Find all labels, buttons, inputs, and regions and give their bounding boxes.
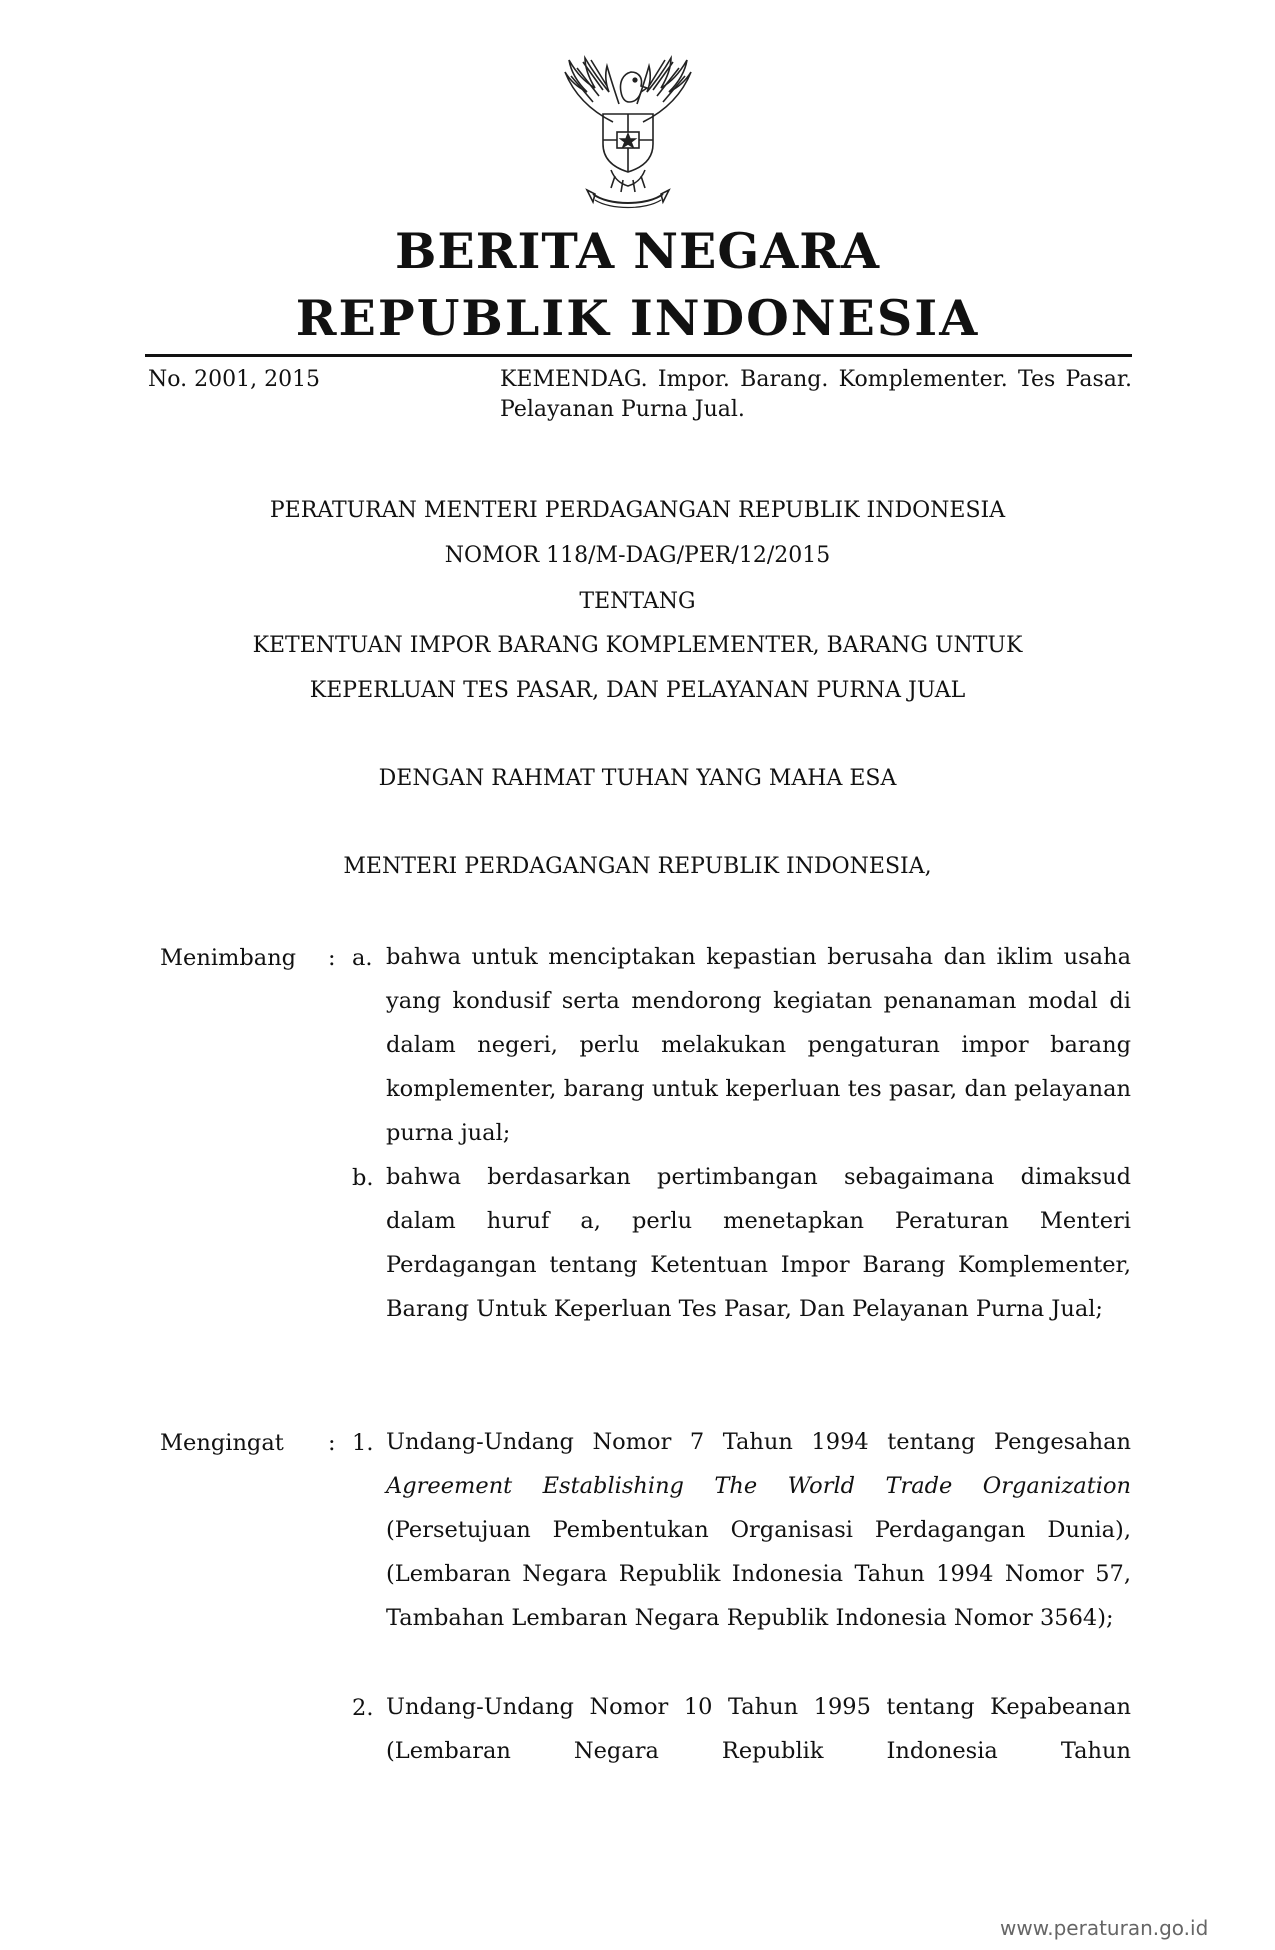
mengingat-item-1-text-before: Undang-Undang Nomor 7 Tahun 1994 tentang Pengesahan [386, 1429, 1131, 1455]
mengingat-item-1-text-after: (Persetujuan Pembentukan Organisasi Perdagangan Dunia), (Lembaran Negara Republik Indonesia Tahun 1994 Nomor 57, Tambahan Lembaran Negara Republik Indonesia Nomor 3564); [386, 1517, 1131, 1631]
menimbang-item-b: bahwa berdasarkan pertimbangan sebagaimana dimaksud dalam huruf a, perlu menetapkan Peraturan Menteri Perdagangan tentang Ketentuan Impor Barang Komplementer, Barang Untuk Keperluan Tes Pasar, Dan Pelayanan Purna Jual; [386, 1164, 1131, 1322]
issue-subject: KEMENDAG. Impor. Barang. Komplementer. Tes Pasar. Pelayanan Purna Jual. [500, 367, 1132, 422]
menimbang-marker-b: b. [352, 1165, 374, 1191]
regulation-subject-line2: KEPERLUAN TES PASAR, DAN PELAYANAN PURNA JUAL [309, 678, 966, 703]
menimbang-label: Menimbang [160, 945, 297, 971]
mengingat-marker-1: 1. [352, 1430, 374, 1456]
footer-website: www.peraturan.go.id [1000, 1916, 1209, 1940]
issue-number: No. 2001, 2015 [148, 367, 321, 392]
menimbang-item-a: bahwa untuk menciptakan kepastian berusaha dan iklim usaha yang kondusif serta mendorong kegiatan penanaman modal di dalam negeri, perlu melakukan pengaturan impor barang komplementer, barang untuk keperluan tes pasar, dan pelayanan purna jual; [386, 944, 1131, 1146]
masthead-divider [145, 354, 1132, 357]
regulation-title-line1: PERATURAN MENTERI PERDAGANGAN REPUBLIK INDONESIA [269, 498, 1006, 523]
invocation: DENGAN RAHMAT TUHAN YANG MAHA ESA [378, 766, 897, 791]
mengingat-colon: : [328, 1430, 336, 1456]
masthead-subtitle: REPUBLIK INDONESIA [295, 289, 980, 347]
authority-line: MENTERI PERDAGANGAN REPUBLIK INDONESIA, [343, 854, 932, 879]
mengingat-item-1-italic: Agreement Establishing The World Trade Organization [386, 1473, 1131, 1499]
regulation-number: NOMOR 118/M-DAG/PER/12/2015 [444, 543, 831, 568]
mengingat-item-1 [386, 1420, 1131, 1640]
mengingat-item-2: Undang-Undang Nomor 10 Tahun 1995 tentang Kepabeanan (Lembaran Negara Republik Indonesia Tahun [386, 1694, 1131, 1764]
menimbang-colon: : [328, 945, 336, 971]
menimbang-marker-a: a. [352, 945, 373, 971]
regulation-subject-line1: KETENTUAN IMPOR BARANG KOMPLEMENTER, BARANG UNTUK [252, 633, 1023, 658]
regulation-tentang: TENTANG [579, 589, 696, 614]
mengingat-marker-2: 2. [352, 1695, 374, 1721]
masthead-title: BERITA NEGARA [394, 222, 880, 280]
mengingat-label: Mengingat [160, 1430, 284, 1456]
garuda-emblem-icon [553, 52, 703, 212]
